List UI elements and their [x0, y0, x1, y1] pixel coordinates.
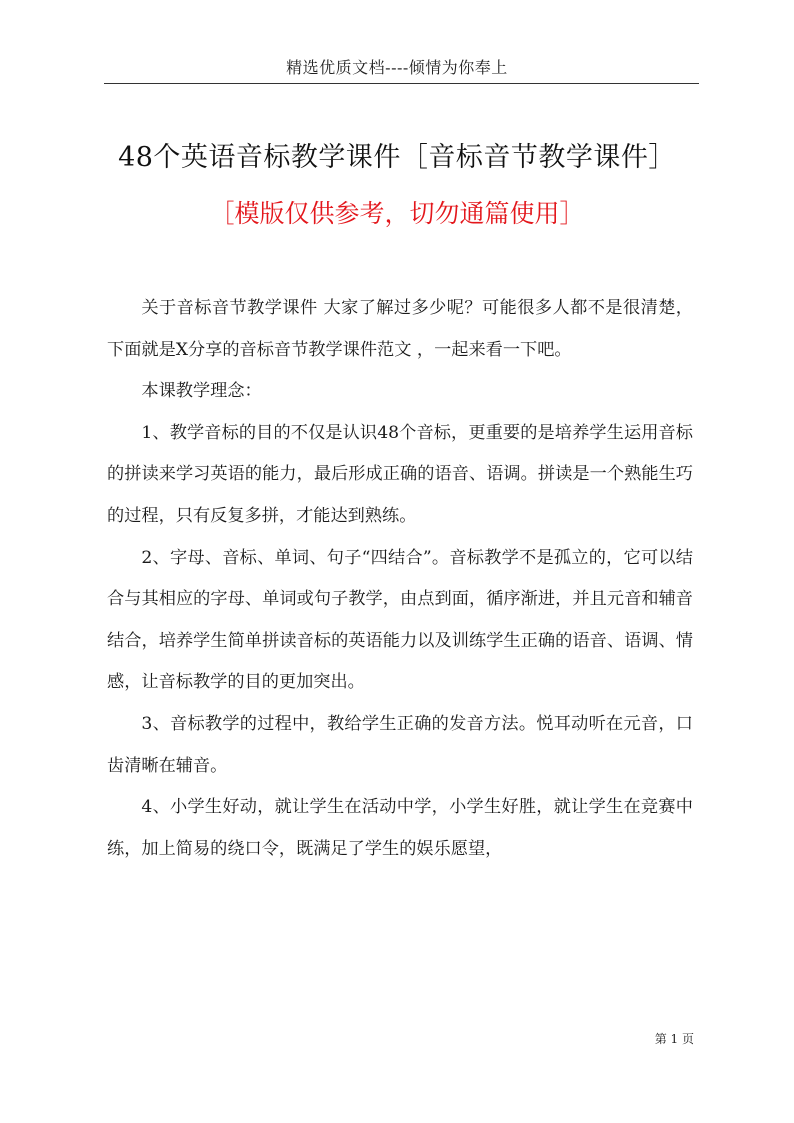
- document-subtitle: ［模版仅供参考，切勿通篇使用］: [209, 199, 585, 228]
- paragraph: 2、字母、音标、单词、句子“四结合”。音标教学不是孤立的，它可以结合与其相应的字母、单词或句子教学，由点到面，循序渐进，并且元音和辅音结合，培养学生简单拼读音标的英语能力以及训练学生正确的语音、语调、情感，让音标教学的目的更加突出。: [107, 547, 693, 693]
- page-number: 第 1 页: [654, 1032, 694, 1046]
- page-header: 精选优质文档----倾情为你奉上: [286, 58, 508, 77]
- paragraph: 4、小学生好动，就让学生在活动中学，小学生好胜，就让学生在竞赛中练，加上简易的绕口令，既满足了学生的娱乐愿望，: [107, 797, 693, 859]
- document-title: 48个英语音标教学课件［音标音节教学课件］: [118, 142, 676, 173]
- paragraph: 3、音标教学的过程中，教给学生正确的发音方法。悦耳动听在元音，口齿清晰在辅音。: [107, 713, 693, 776]
- paragraph: 1、教学音标的目的不仅是认识48个音标，更重要的是培养学生运用音标的拼读来学习英语的能力，最后形成正确的语音、语调。拼读是一个熟能生巧的过程，只有反复多拼，才能达到熟练。: [107, 422, 693, 526]
- header-divider: [104, 83, 699, 84]
- document-body: [107, 288, 693, 870]
- paragraph: 本课教学理念：: [141, 381, 262, 402]
- paragraph: 关于音标音节教学课件 大家了解过多少呢？可能很多人都不是很清楚，下面就是X分享的音标音节教学课件范文 ，一起来看一下吧。: [107, 298, 693, 360]
